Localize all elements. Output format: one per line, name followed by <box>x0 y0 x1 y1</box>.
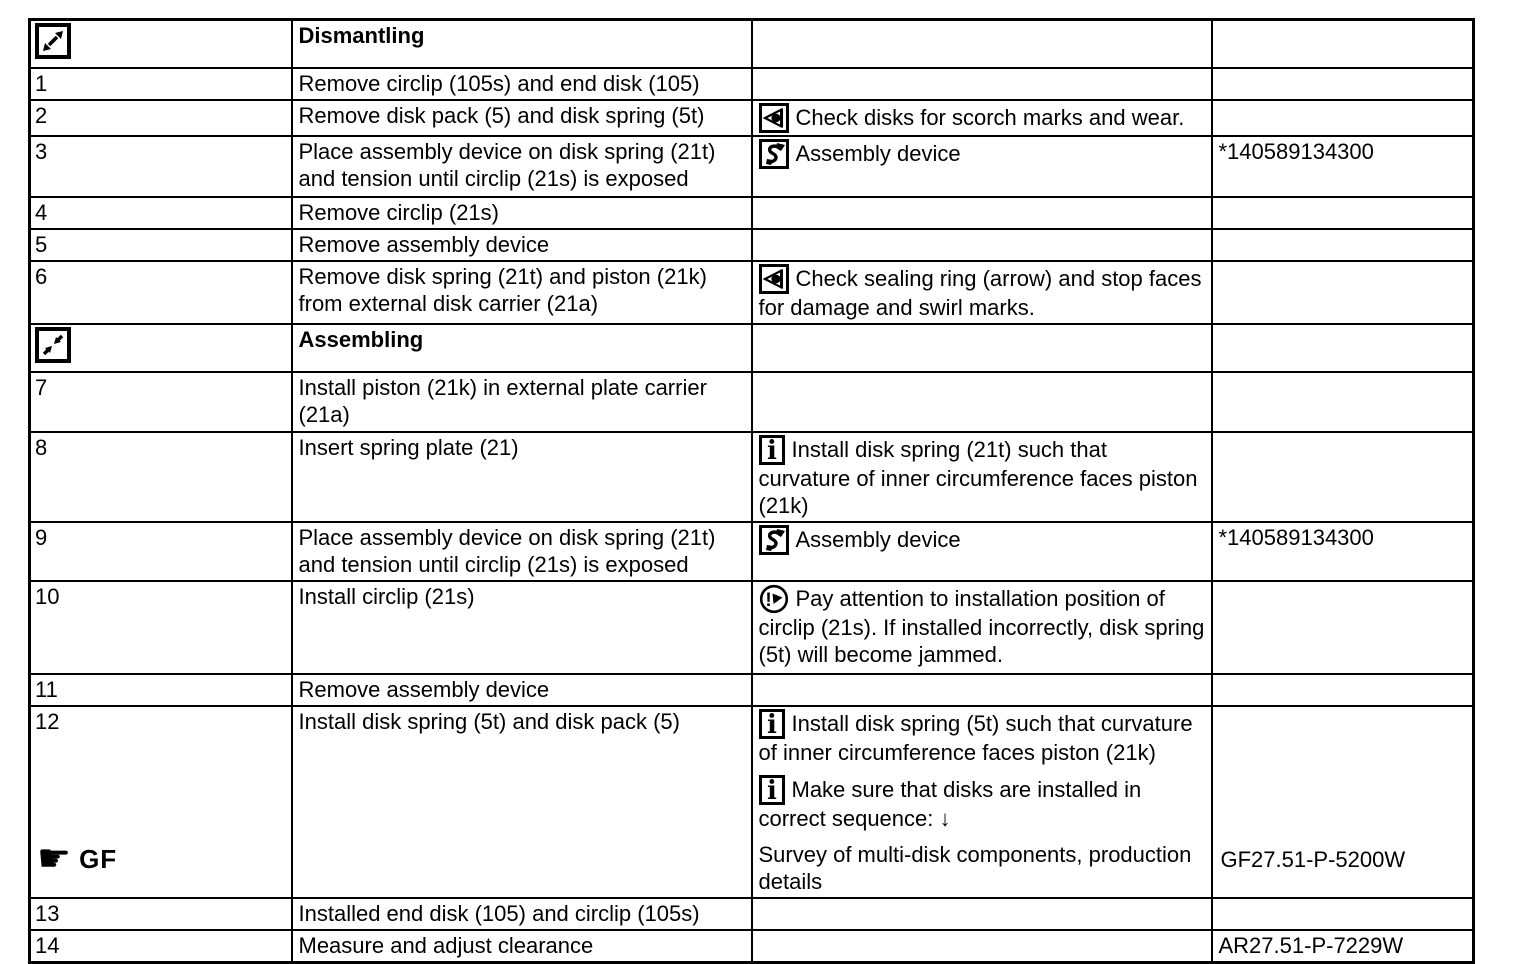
task-cell <box>292 432 752 522</box>
procedure-table <box>28 18 1475 964</box>
ref-cell <box>1212 68 1474 100</box>
table-row <box>30 229 1474 261</box>
step-number-cell <box>30 674 292 706</box>
note-cell <box>752 261 1212 324</box>
table-row <box>30 372 1474 432</box>
note-cell <box>752 674 1212 706</box>
note-cell <box>752 100 1212 136</box>
table-row <box>30 432 1474 522</box>
section-title-cell <box>292 20 752 69</box>
task-cell <box>292 706 752 898</box>
note-cell <box>752 68 1212 100</box>
task-text: Remove circlip (105s) and end disk (105) <box>298 71 700 96</box>
step-number: 2 <box>35 103 48 128</box>
step-number: 11 <box>35 677 58 702</box>
step-number: 10 <box>35 584 60 609</box>
table-row <box>30 522 1474 581</box>
step-number: 8 <box>35 435 48 460</box>
task-text: Measure and adjust clearance <box>298 933 594 958</box>
step-number-cell <box>30 930 292 963</box>
ref-cell <box>1212 100 1474 136</box>
assemble-arrows-icon <box>35 327 71 363</box>
step-number: 5 <box>35 232 48 257</box>
step-number-cell <box>30 706 292 898</box>
note-text: Assembly device <box>795 527 961 552</box>
step-number: 6 <box>35 264 48 289</box>
note-cell <box>752 581 1212 674</box>
task-cell <box>292 898 752 930</box>
task-cell <box>292 674 752 706</box>
table-row <box>30 261 1474 324</box>
step-number-cell <box>30 68 292 100</box>
task-text: Remove disk spring (21t) and piston (21k) from external disk carrier (21a) <box>298 264 707 316</box>
table-row <box>30 68 1474 100</box>
note-cell <box>752 898 1212 930</box>
step-number-cell <box>30 898 292 930</box>
ref-cell <box>1212 229 1474 261</box>
task-cell <box>292 261 752 324</box>
task-text: Insert spring plate (21) <box>298 435 519 460</box>
step-number-cell <box>30 522 292 581</box>
step-number-cell <box>30 229 292 261</box>
section-title-cell <box>292 324 752 372</box>
section-icon-cell <box>30 20 292 69</box>
section-row-dismantling <box>30 20 1474 69</box>
info-icon <box>759 435 785 465</box>
tool-number: *140589134300 <box>1218 139 1374 164</box>
step-number: 12 <box>35 709 60 734</box>
table-row <box>30 898 1474 930</box>
ref-cell <box>1212 136 1474 197</box>
step-number-cell <box>30 432 292 522</box>
ref-cell <box>1212 432 1474 522</box>
step-number-cell <box>30 261 292 324</box>
note <box>759 584 1205 668</box>
ref-cell <box>1212 372 1474 432</box>
note-cell <box>752 706 1212 898</box>
note-cell <box>752 324 1212 372</box>
note-text: Install disk spring (5t) such that curvature of inner circumference faces piston (21k) <box>758 711 1193 765</box>
note-text: Pay attention to installation position of circlip (21s). If installed incorrectly, disk spring (5t) will become jammed. <box>758 586 1205 667</box>
note <box>759 775 1205 832</box>
task-cell <box>292 197 752 229</box>
table-row <box>30 674 1474 706</box>
task-cell <box>292 930 752 963</box>
task-cell <box>292 581 752 674</box>
task-text: Remove assembly device <box>298 232 550 257</box>
step-number-cell <box>30 372 292 432</box>
table-row <box>30 930 1474 963</box>
note-text: Make sure that disks are installed in correct sequence: ↓ <box>758 777 1142 831</box>
note <box>759 103 1205 133</box>
table-row <box>30 136 1474 197</box>
task-cell <box>292 68 752 100</box>
section-icon-cell <box>30 324 292 372</box>
ref-cell <box>1212 197 1474 229</box>
task-text: Place assembly device on disk spring (21t) and tension until circlip (21s) is exposed <box>298 139 716 191</box>
ref-cell <box>1212 706 1474 898</box>
task-text: Install circlip (21s) <box>298 584 475 609</box>
note-text: Install disk spring (21t) such that curvature of inner circumference faces piston (21k) <box>758 437 1198 518</box>
step-number: 13 <box>35 901 60 926</box>
special-tool-icon <box>759 525 789 555</box>
task-text: Install disk spring (5t) and disk pack (5) <box>298 709 680 734</box>
note-text: Survey of multi-disk components, production details <box>758 842 1192 894</box>
task-text: Place assembly device on disk spring (21t) and tension until circlip (21s) is exposed <box>298 525 716 577</box>
note <box>759 264 1205 321</box>
visual-check-icon <box>759 103 789 133</box>
ref-cell <box>1212 898 1474 930</box>
task-text: Installed end disk (105) and circlip (105s) <box>298 901 700 926</box>
gf-label: GF <box>79 843 118 874</box>
ref-cell <box>1212 324 1474 372</box>
section-title: Assembling <box>298 327 424 352</box>
step-number: 3 <box>35 139 48 164</box>
document-ref: AR27.51-P-7229W <box>1218 933 1404 958</box>
note <box>759 435 1205 519</box>
task-cell <box>292 100 752 136</box>
info-icon <box>759 709 785 739</box>
ref-cell <box>1212 930 1474 963</box>
dismantle-arrows-icon <box>35 23 71 59</box>
step-number: 1 <box>35 71 48 96</box>
gf-marker <box>37 841 117 877</box>
step-number: 9 <box>35 525 48 550</box>
special-tool-icon <box>759 139 789 169</box>
ref-cell <box>1212 522 1474 581</box>
section-title: Dismantling <box>298 23 425 48</box>
pointing-hand-icon <box>37 841 71 877</box>
table-row <box>30 581 1474 674</box>
task-text: Remove circlip (21s) <box>298 200 499 225</box>
tool-number: *140589134300 <box>1218 525 1374 550</box>
step-number-cell <box>30 136 292 197</box>
note-cell <box>752 136 1212 197</box>
note-cell <box>752 432 1212 522</box>
note-text: Check sealing ring (arrow) and stop faces for damage and swirl marks. <box>758 266 1202 320</box>
note-cell <box>752 372 1212 432</box>
info-icon <box>759 775 785 805</box>
visual-check-icon <box>759 264 789 294</box>
note-cell <box>752 20 1212 69</box>
step-number-cell <box>30 197 292 229</box>
section-row-assembling <box>30 324 1474 372</box>
ref-cell <box>1212 581 1474 674</box>
task-cell <box>292 136 752 197</box>
note <box>759 525 1205 555</box>
document-ref: GF27.51-P-5200W <box>1220 847 1406 872</box>
table-row <box>30 706 1474 898</box>
task-text: Install piston (21k) in external plate carrier (21a) <box>298 375 707 427</box>
ref-cell <box>1212 261 1474 324</box>
task-cell <box>292 522 752 581</box>
task-text: Remove assembly device <box>298 677 550 702</box>
task-cell <box>292 229 752 261</box>
step-number: 7 <box>35 375 48 400</box>
task-cell <box>292 372 752 432</box>
step-number: 4 <box>35 200 48 225</box>
note-text: Check disks for scorch marks and wear. <box>795 105 1185 130</box>
ref-cell <box>1212 20 1474 69</box>
attention-icon <box>759 584 789 614</box>
note-cell <box>752 930 1212 963</box>
note <box>759 709 1205 766</box>
ref-cell <box>1212 674 1474 706</box>
task-text: Remove disk pack (5) and disk spring (5t) <box>298 103 705 128</box>
note-cell <box>752 522 1212 581</box>
table-row <box>30 197 1474 229</box>
step-number-cell <box>30 100 292 136</box>
note <box>759 139 1205 169</box>
note <box>759 841 1205 895</box>
note-cell <box>752 229 1212 261</box>
table-row <box>30 100 1474 136</box>
note-text: Assembly device <box>795 141 961 166</box>
note-cell <box>752 197 1212 229</box>
step-number-cell <box>30 581 292 674</box>
step-number: 14 <box>35 933 60 958</box>
